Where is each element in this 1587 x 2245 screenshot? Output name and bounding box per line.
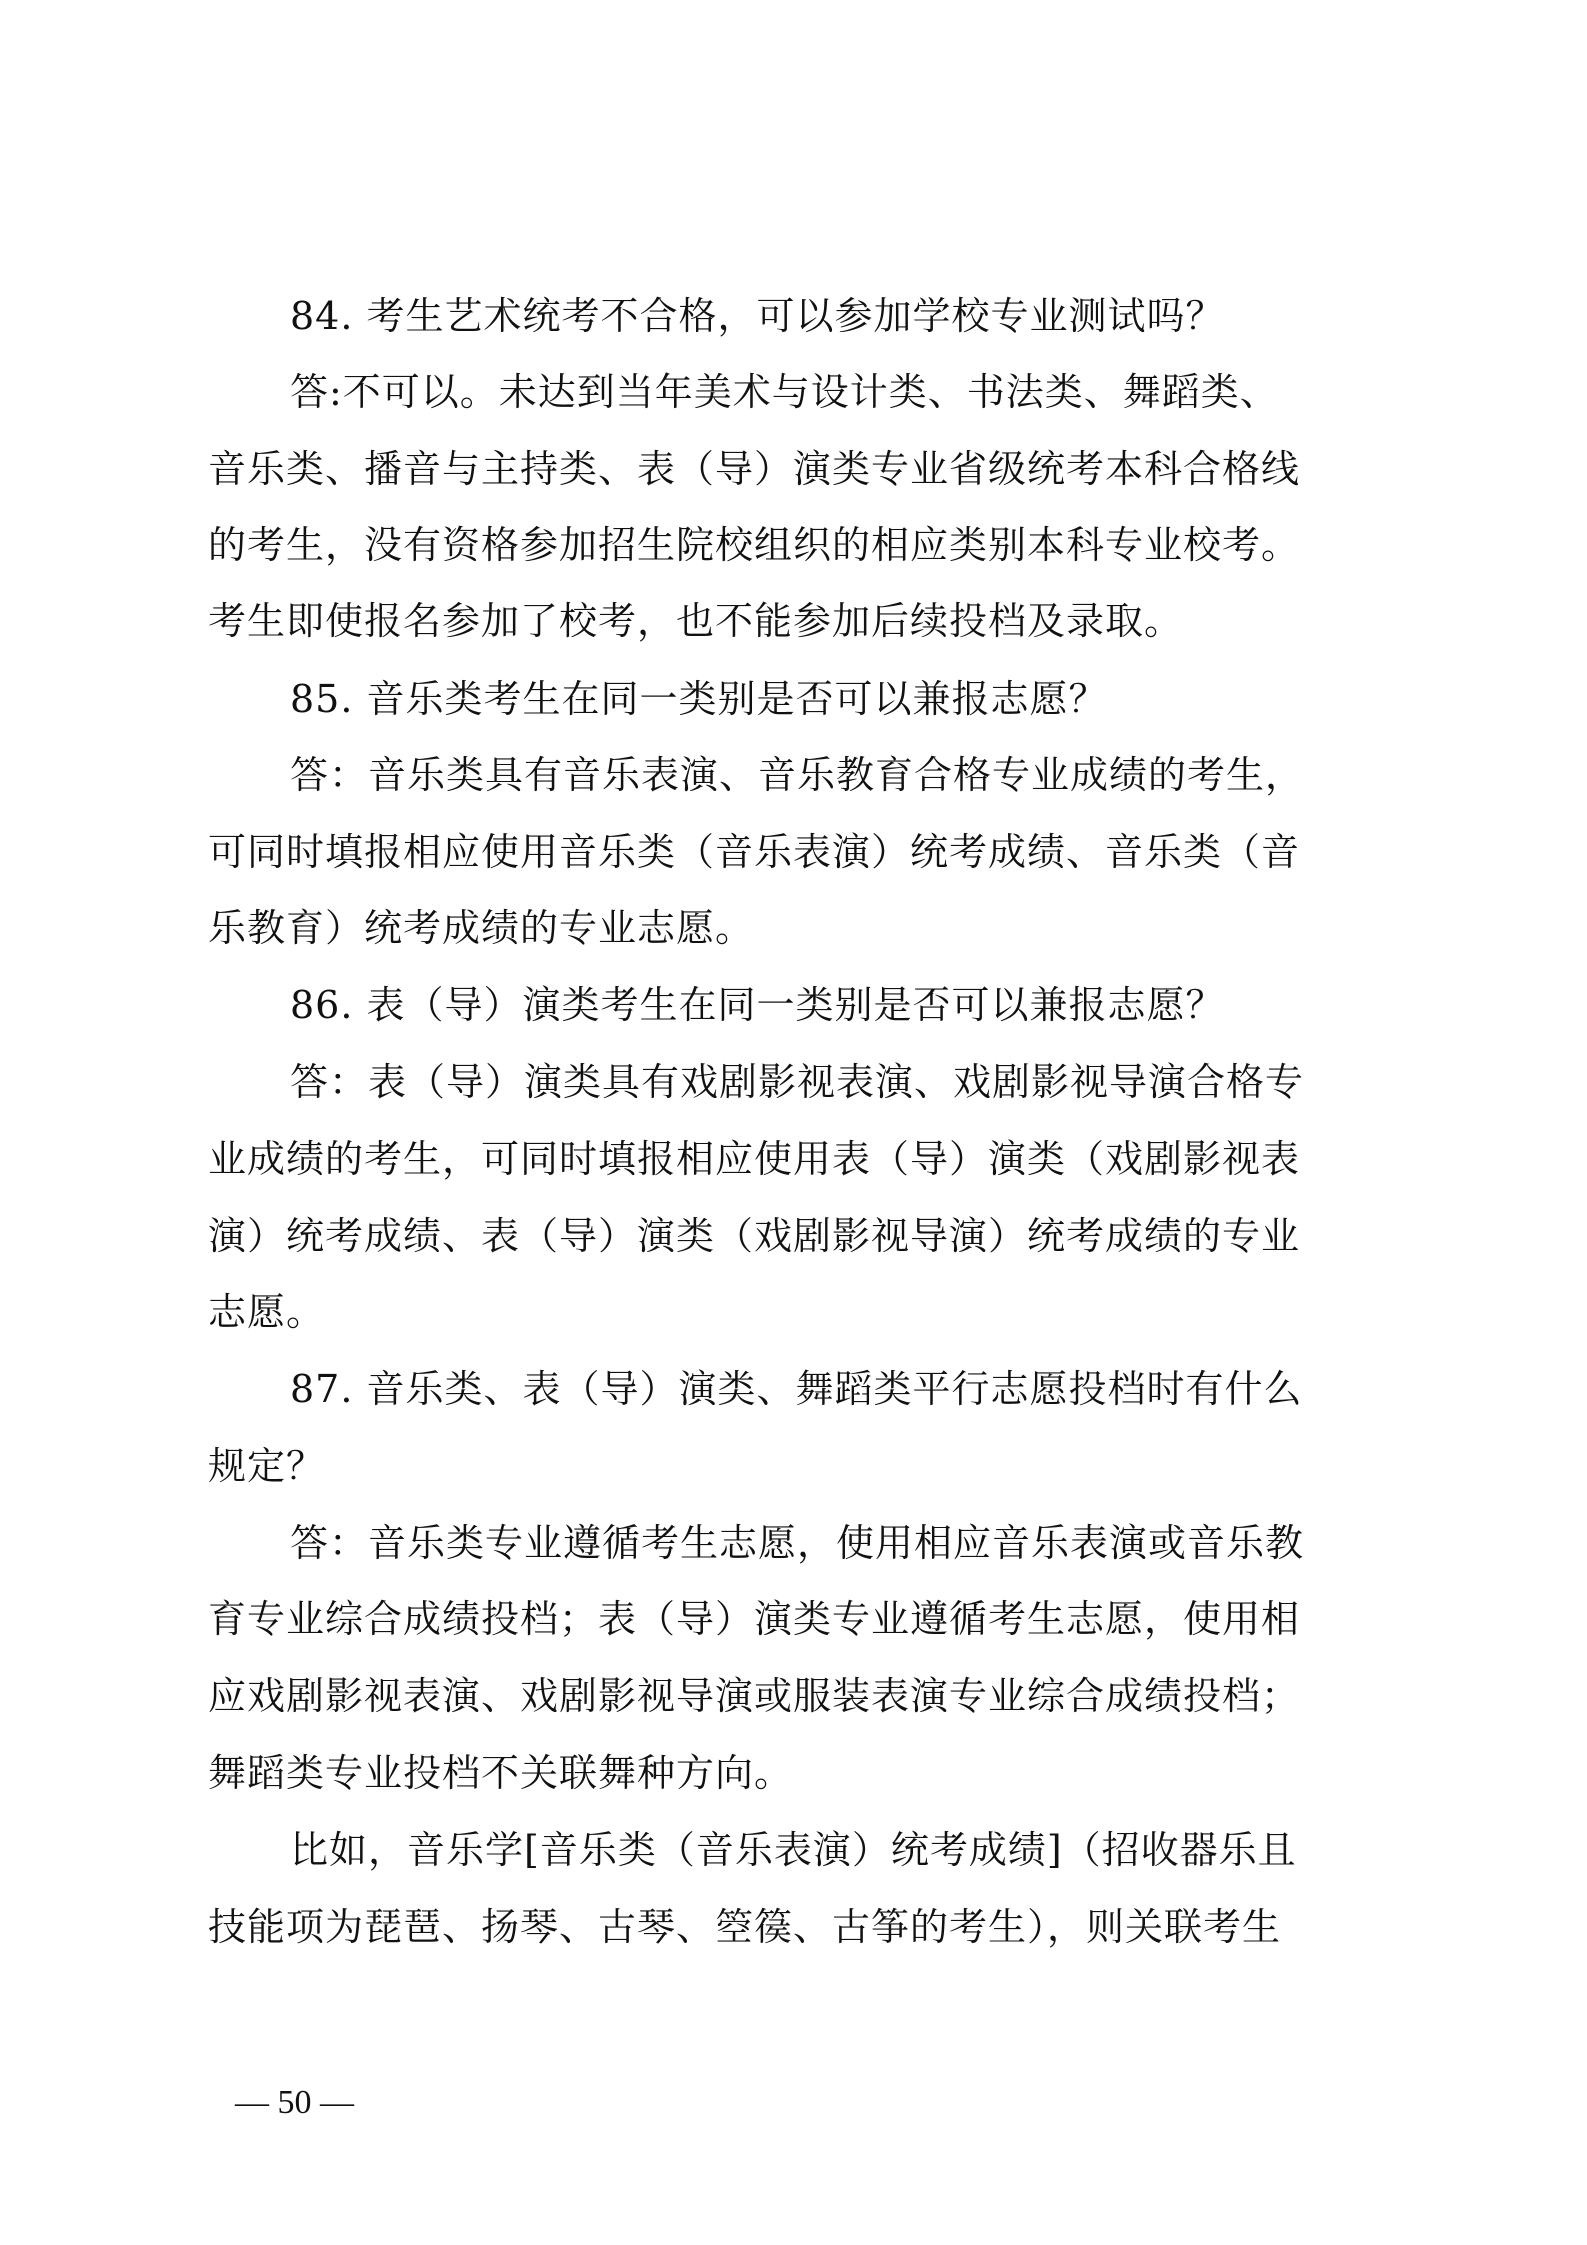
paragraph-line: 乐教育）统考成绩的专业志愿。: [208, 906, 755, 950]
paragraph-line: 音乐类、播音与主持类、表（导）演类专业省级统考本科合格线: [208, 447, 1301, 491]
paragraph-line: 答：表（导）演类具有戏剧影视表演、戏剧影视导演合格专: [290, 1060, 1305, 1104]
heading-line: 规定？: [208, 1444, 326, 1488]
page-number: — 50 —: [235, 2084, 354, 2121]
paragraph-line: 考生即使报名参加了校考，也不能参加后续投档及录取。: [208, 599, 1184, 643]
paragraph-line: 应戏剧影视表演、戏剧影视导演或服装表演专业综合成绩投档；: [208, 1674, 1301, 1718]
paragraph-line: 舞蹈类专业投档不关联舞种方向。: [208, 1751, 794, 1795]
heading-line: 86. 表（导）演类考生在同一类别是否可以兼报志愿？: [290, 983, 1225, 1027]
paragraph-line: 可同时填报相应使用音乐类（音乐表演）统考成绩、音乐类（音: [208, 830, 1301, 874]
paragraph-line: 比如，音乐学[音乐类（音乐表演）统考成绩]（招收器乐且: [290, 1828, 1297, 1872]
paragraph-line: 答:不可以。未达到当年美术与设计类、书法类、舞蹈类、: [290, 370, 1279, 414]
paragraph-line: 育专业综合成绩投档；表（导）演类专业遵循考生志愿，使用相: [208, 1597, 1301, 1641]
heading-line: 85. 音乐类考生在同一类别是否可以兼报志愿？: [290, 677, 1108, 721]
paragraph-line: 技能项为琵琶、扬琴、古琴、箜篌、古筝的考生），则关联考生: [208, 1905, 1282, 1949]
paragraph-line: 答：音乐类专业遵循考生志愿，使用相应音乐表演或音乐教: [290, 1521, 1305, 1565]
heading-line: 87. 音乐类、表（导）演类、舞蹈类平行志愿投档时有什么: [290, 1367, 1303, 1411]
paragraph-line: 演）统考成绩、表（导）演类（戏剧影视导演）统考成绩的专业: [208, 1214, 1301, 1258]
heading-line: 84. 考生艺术统考不合格，可以参加学校专业测试吗？: [290, 294, 1225, 338]
paragraph-line: 的考生，没有资格参加招生院校组织的相应类别本科专业校考。: [208, 523, 1301, 567]
paragraph-line: 业成绩的考生，可同时填报相应使用表（导）演类（戏剧影视表: [208, 1137, 1301, 1181]
paragraph-line: 答：音乐类具有音乐表演、音乐教育合格专业成绩的考生，: [290, 753, 1305, 797]
paragraph-line: 志愿。: [208, 1290, 326, 1334]
